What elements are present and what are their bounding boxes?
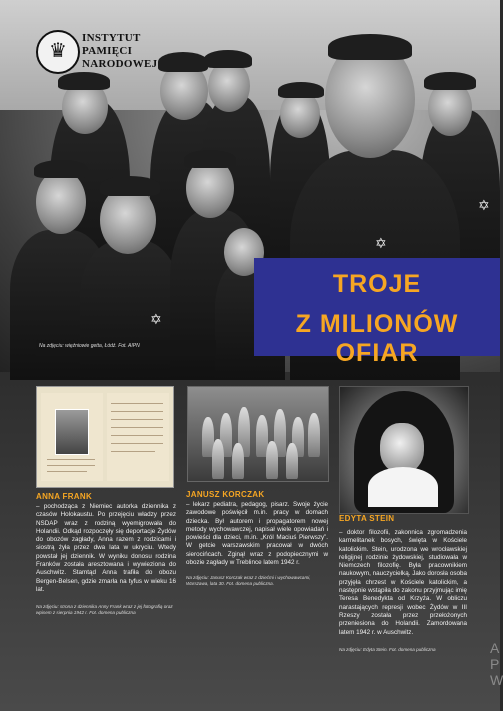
hero-caption: Na zdjęciu: więźniowie getta, Łódź. Fot. AIPN	[39, 343, 140, 349]
edyta-stein-column	[339, 514, 467, 653]
person-head	[36, 170, 86, 234]
diary-page	[107, 393, 169, 481]
edyta-stein-photo	[339, 386, 469, 514]
logo-line-1: INSTYTUT	[82, 32, 141, 44]
person-cap	[184, 150, 236, 168]
logo-line-2: PAMIĘCI	[82, 45, 133, 57]
child-figure	[308, 413, 320, 457]
handwriting-line	[111, 427, 163, 428]
person-figure	[80, 240, 180, 380]
handwriting-line	[111, 419, 163, 420]
handwriting-line	[111, 435, 163, 436]
person-name: ANNA FRANK	[36, 492, 93, 501]
nun-wimple	[368, 467, 438, 507]
star-of-david-icon: ✡	[150, 311, 162, 327]
person-cap	[204, 50, 252, 68]
person-bio: – lekarz pediatra, pedagog, pisarz. Swoje życie zawodowe poświęcił m.in. pracy w domach dziecka. Był autorem i propagatorem nowej metody wychowawczej, napisał wiele opowiadań i powieści dla dzieci, m.in. „Król Maciuś Pierwszy”. W getcie warszawskim pracował w dwóch sierocińcach. Zginął wraz z podopiecznymi w obozie zagłady w Treblince latem 1942 r.	[186, 501, 328, 567]
ipn-seal-icon	[36, 30, 80, 74]
child-figure	[232, 443, 244, 479]
person-name: EDYTA STEIN	[339, 514, 395, 523]
ipn-logo	[36, 30, 166, 80]
person-cap	[100, 176, 160, 196]
diary-page	[41, 393, 103, 481]
logo-line-3: NARODOWEJ	[82, 58, 158, 70]
korczak-group-photo	[187, 386, 329, 482]
photo-credit: Na zdjęciu: Janusz Korczak wraz z dziećmi i wychowawcami, Warszawa, lata 30. Fot. domena publiczna.	[186, 575, 311, 587]
person-bio: – pochodząca z Niemiec autorka dziennika z czasów Holokaustu. Po przejęciu władzy przez NSDAP wraz z rodziną wyemigrowała do Holandii. Odkąd rozpoczęły się deportacje Żydów do obozów zagłady, Anna razem z rodzicami i siostrą żyła przez dwa lata w ukryciu. Wtedy powstał jej dziennik. W wyniku donosu rodzina Franków została aresztowana i wywieziona do Auschwitz. Stamtąd Anna trafiła do obozu Bergen-Belsen, gdzie zmarła na tyfus w wieku 16 lat.	[36, 503, 176, 593]
title-line-2: Z MILIONÓW OFIAR	[295, 310, 459, 367]
star-of-david-icon: ✡	[375, 235, 387, 251]
person-cap	[34, 160, 88, 178]
handwriting-line	[111, 451, 155, 452]
handwriting-line	[47, 465, 95, 466]
person-cap	[328, 34, 412, 60]
hero-caption-bar	[36, 340, 216, 356]
nun-face	[380, 423, 424, 473]
person-name: JANUSZ KORCZAK	[186, 490, 265, 499]
title-box	[254, 258, 500, 367]
child-figure	[286, 443, 298, 479]
handwriting-line	[111, 403, 163, 404]
handwriting-line	[111, 411, 163, 412]
person-head	[100, 186, 156, 254]
person-cap	[424, 72, 476, 90]
eagle-icon: ♛	[49, 40, 67, 62]
person-bio: – doktor filozofii, zakonnica zgromadzenia karmelitanek bosych, święta w Kościele katolickim. Stein, urodzona we wrocławskiej religijnej rodzinie żydowskiej, studiowała w Niemczech filozofię. Była pracownikiem naukowym, nauczycielką. Jako dorosła osoba przyjęła chrzest w Kościele katolickim, a następnie wstąpiła do zakonu przyjmując imię Teresa Benedykta od Krzyża. W obliczu narastających represji wobec Żydów w III Rzeszy została przez przełożonych przeniesiona do Holandii. Zamordowana latem 1942 r. w Auschwitz.	[339, 529, 467, 636]
side-text-fragment: A P W	[490, 640, 503, 688]
photo-credit: Na zdjęciu: Edyta Stein. Fot. domena publiczna	[339, 646, 436, 652]
child-figure	[212, 439, 224, 479]
child-figure	[266, 441, 278, 479]
logo-text	[82, 32, 157, 71]
janusz-korczak-column	[186, 490, 328, 587]
star-of-david-icon: ✡	[478, 197, 490, 213]
handwriting-line	[47, 459, 95, 460]
photo-credit: Na zdjęciu: strona z dziennika Anny Frank wraz z jej fotografią oraz wpisem z sierpnia 1942 r. Fot. domena publiczna	[36, 604, 173, 616]
anne-frank-column	[36, 492, 176, 616]
title-line-1: TROJE	[332, 270, 422, 298]
portrait-photo	[55, 409, 89, 455]
handwriting-line	[47, 471, 87, 472]
anne-frank-diary-photo	[36, 386, 174, 488]
person-cap	[278, 82, 324, 98]
handwriting-line	[111, 443, 163, 444]
